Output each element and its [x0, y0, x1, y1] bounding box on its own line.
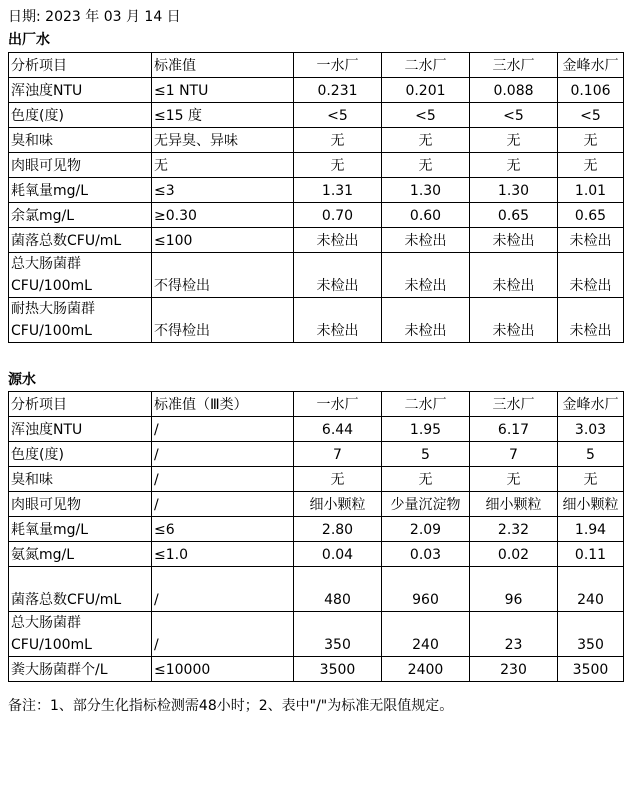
standard-value-cell: ≤10000: [152, 657, 294, 682]
plant-value-cell: 无: [382, 128, 470, 153]
plant-value-cell: 5: [558, 442, 624, 467]
table-row: [9, 467, 624, 492]
plant-value-cell: 0.70: [294, 203, 382, 228]
plant-value-cell: 未检出: [294, 228, 382, 253]
item-name-cell: [9, 178, 152, 203]
plant-value-cell: 少量沉淀物: [382, 492, 470, 517]
plant-value-cell: 96: [470, 567, 558, 612]
standard-value-cell: ≤6: [152, 517, 294, 542]
column-header: 标准值: [152, 53, 294, 78]
item-name: 臭和味: [11, 133, 53, 149]
plant-value-cell: 未检出: [382, 228, 470, 253]
standard-value-cell: 无异臭、异味: [152, 128, 294, 153]
plant-value-cell: 0.201: [382, 78, 470, 103]
plant-value-cell: 0.03: [382, 542, 470, 567]
item-name: 余氯mg/L: [11, 208, 75, 224]
source-water-table: [8, 391, 624, 682]
plant-value-cell: 230: [470, 657, 558, 682]
plant-value-cell: 细小颗粒: [470, 492, 558, 517]
standard-value-cell: 不得检出: [152, 298, 294, 343]
standard-value-cell: ≥0.30: [152, 203, 294, 228]
plant-value-cell: <5: [558, 103, 624, 128]
plant-value-cell: 无: [558, 467, 624, 492]
item-name-cell: [9, 657, 152, 682]
plant-value-cell: <5: [470, 103, 558, 128]
table-row: [9, 253, 624, 298]
item-name: 耐热大肠菌群: [11, 301, 95, 317]
plant-value-cell: 3500: [294, 657, 382, 682]
plant-value-cell: 350: [558, 612, 624, 657]
item-name: 色度(度): [11, 108, 64, 124]
plant-value-cell: 无: [470, 153, 558, 178]
item-name-cell: [9, 253, 152, 298]
plant-value-cell: 7: [294, 442, 382, 467]
plant-value-cell: <5: [382, 103, 470, 128]
column-header: 金峰水厂: [558, 392, 624, 417]
plant-value-cell: 5: [382, 442, 470, 467]
standard-value-cell: ≤1.0: [152, 542, 294, 567]
plant-value-cell: 1.01: [558, 178, 624, 203]
plant-value-cell: 7: [470, 442, 558, 467]
standard-value-cell: 无: [152, 153, 294, 178]
table-row: [9, 492, 624, 517]
plant-value-cell: 2.80: [294, 517, 382, 542]
table-row: [9, 178, 624, 203]
column-header: 金峰水厂: [558, 53, 624, 78]
item-name: 臭和味: [11, 472, 53, 488]
outlet-section-title: 出厂水: [8, 32, 50, 48]
plant-value-cell: 无: [470, 467, 558, 492]
plant-value-cell: 0.02: [470, 542, 558, 567]
plant-value-cell: 3.03: [558, 417, 624, 442]
item-name-cell: [9, 467, 152, 492]
item-name: 浑浊度NTU: [11, 83, 83, 99]
table-row: [9, 298, 624, 343]
column-header: 三水厂: [470, 392, 558, 417]
table-row: [9, 153, 624, 178]
outlet-water-table: [8, 52, 624, 343]
plant-value-cell: 240: [558, 567, 624, 612]
plant-value-cell: 无: [470, 128, 558, 153]
plant-value-cell: 2400: [382, 657, 470, 682]
column-header: 三水厂: [470, 53, 558, 78]
plant-value-cell: 无: [294, 467, 382, 492]
item-name-cell: [9, 612, 152, 657]
standard-value-cell: /: [152, 567, 294, 612]
table-row: [9, 517, 624, 542]
item-name-cell: [9, 417, 152, 442]
item-name-cell: [9, 492, 152, 517]
plant-value-cell: 0.65: [558, 203, 624, 228]
standard-value-cell: /: [152, 442, 294, 467]
standard-value-cell: /: [152, 492, 294, 517]
plant-value-cell: 0.231: [294, 78, 382, 103]
plant-value-cell: 未检出: [470, 228, 558, 253]
item-name-cell: [9, 567, 152, 612]
item-unit: CFU/100mL: [11, 278, 92, 294]
plant-value-cell: 未检出: [558, 298, 624, 343]
column-header: 分析项目: [9, 392, 152, 417]
item-name: 总大肠菌群: [11, 615, 81, 631]
plant-value-cell: 2.09: [382, 517, 470, 542]
plant-value-cell: <5: [294, 103, 382, 128]
item-name: 耗氧量mg/L: [11, 522, 89, 538]
table-row: [9, 228, 624, 253]
plant-value-cell: 无: [558, 153, 624, 178]
table-row: [9, 542, 624, 567]
table-row: [9, 567, 624, 612]
plant-value-cell: 无: [382, 467, 470, 492]
plant-value-cell: 240: [382, 612, 470, 657]
plant-value-cell: 480: [294, 567, 382, 612]
plant-value-cell: 未检出: [470, 253, 558, 298]
item-name: 肉眼可见物: [11, 497, 81, 513]
standard-value-cell: /: [152, 417, 294, 442]
plant-value-cell: 6.17: [470, 417, 558, 442]
plant-value-cell: 未检出: [470, 298, 558, 343]
plant-value-cell: 无: [558, 128, 624, 153]
table-row: [9, 612, 624, 657]
plant-value-cell: 2.32: [470, 517, 558, 542]
plant-value-cell: 细小颗粒: [294, 492, 382, 517]
item-unit: CFU/100mL: [11, 637, 92, 653]
plant-value-cell: 1.30: [470, 178, 558, 203]
item-name: 色度(度): [11, 447, 64, 463]
plant-value-cell: 0.088: [470, 78, 558, 103]
plant-value-cell: 960: [382, 567, 470, 612]
item-name-cell: [9, 442, 152, 467]
plant-value-cell: 0.106: [558, 78, 624, 103]
column-header: 二水厂: [382, 392, 470, 417]
standard-value-cell: /: [152, 467, 294, 492]
item-name: 氨氮mg/L: [11, 547, 75, 563]
standard-value-cell: ≤100: [152, 228, 294, 253]
standard-value-cell: ≤3: [152, 178, 294, 203]
table-row: [9, 417, 624, 442]
plant-value-cell: 23: [470, 612, 558, 657]
item-name: 浑浊度NTU: [11, 422, 83, 438]
plant-value-cell: 0.60: [382, 203, 470, 228]
footnote: 备注：1、部分生化指标检测需48小时；2、表中"/"为标准无限值规定。: [8, 698, 454, 714]
item-name-cell: [9, 298, 152, 343]
table-row: [9, 128, 624, 153]
column-header: 一水厂: [294, 53, 382, 78]
item-unit: CFU/100mL: [11, 323, 92, 339]
plant-value-cell: 3500: [558, 657, 624, 682]
item-name: 耗氧量mg/L: [11, 183, 89, 199]
table-header-row: [9, 53, 624, 78]
plant-value-cell: 细小颗粒: [558, 492, 624, 517]
standard-value-cell: /: [152, 612, 294, 657]
plant-value-cell: 1.95: [382, 417, 470, 442]
plant-value-cell: 无: [294, 128, 382, 153]
table-row: [9, 442, 624, 467]
item-name: 总大肠菌群: [11, 256, 81, 272]
plant-value-cell: 未检出: [382, 253, 470, 298]
item-name-cell: [9, 153, 152, 178]
plant-value-cell: 6.44: [294, 417, 382, 442]
source-section-title: 源水: [8, 372, 36, 388]
item-name-cell: [9, 78, 152, 103]
item-name-cell: [9, 228, 152, 253]
plant-value-cell: 1.94: [558, 517, 624, 542]
plant-value-cell: 无: [382, 153, 470, 178]
item-name: 菌落总数CFU/mL: [11, 592, 122, 608]
plant-value-cell: 未检出: [558, 253, 624, 298]
table-row: [9, 103, 624, 128]
plant-value-cell: 350: [294, 612, 382, 657]
table-row: [9, 78, 624, 103]
item-name-cell: [9, 103, 152, 128]
column-header: 二水厂: [382, 53, 470, 78]
item-name-cell: [9, 542, 152, 567]
plant-value-cell: 0.65: [470, 203, 558, 228]
plant-value-cell: 未检出: [294, 253, 382, 298]
table-row: [9, 203, 624, 228]
plant-value-cell: 未检出: [558, 228, 624, 253]
standard-value-cell: ≤15 度: [152, 103, 294, 128]
plant-value-cell: 0.11: [558, 542, 624, 567]
item-name-cell: [9, 517, 152, 542]
plant-value-cell: 0.04: [294, 542, 382, 567]
plant-value-cell: 1.31: [294, 178, 382, 203]
item-name: 肉眼可见物: [11, 158, 81, 174]
table-header-row: [9, 392, 624, 417]
standard-value-cell: ≤1 NTU: [152, 78, 294, 103]
column-header: 一水厂: [294, 392, 382, 417]
standard-value-cell: 不得检出: [152, 253, 294, 298]
plant-value-cell: 1.30: [382, 178, 470, 203]
plant-value-cell: 无: [294, 153, 382, 178]
item-name: 粪大肠菌群个/L: [11, 662, 108, 678]
column-header: 分析项目: [9, 53, 152, 78]
plant-value-cell: 未检出: [294, 298, 382, 343]
item-name-cell: [9, 203, 152, 228]
item-name: 菌落总数CFU/mL: [11, 233, 122, 249]
plant-value-cell: 未检出: [382, 298, 470, 343]
table-row: [9, 657, 624, 682]
item-name-cell: [9, 128, 152, 153]
report-date: 日期: 2023 年 03 月 14 日: [8, 9, 181, 25]
column-header: 标准值（Ⅲ类）: [152, 392, 294, 417]
